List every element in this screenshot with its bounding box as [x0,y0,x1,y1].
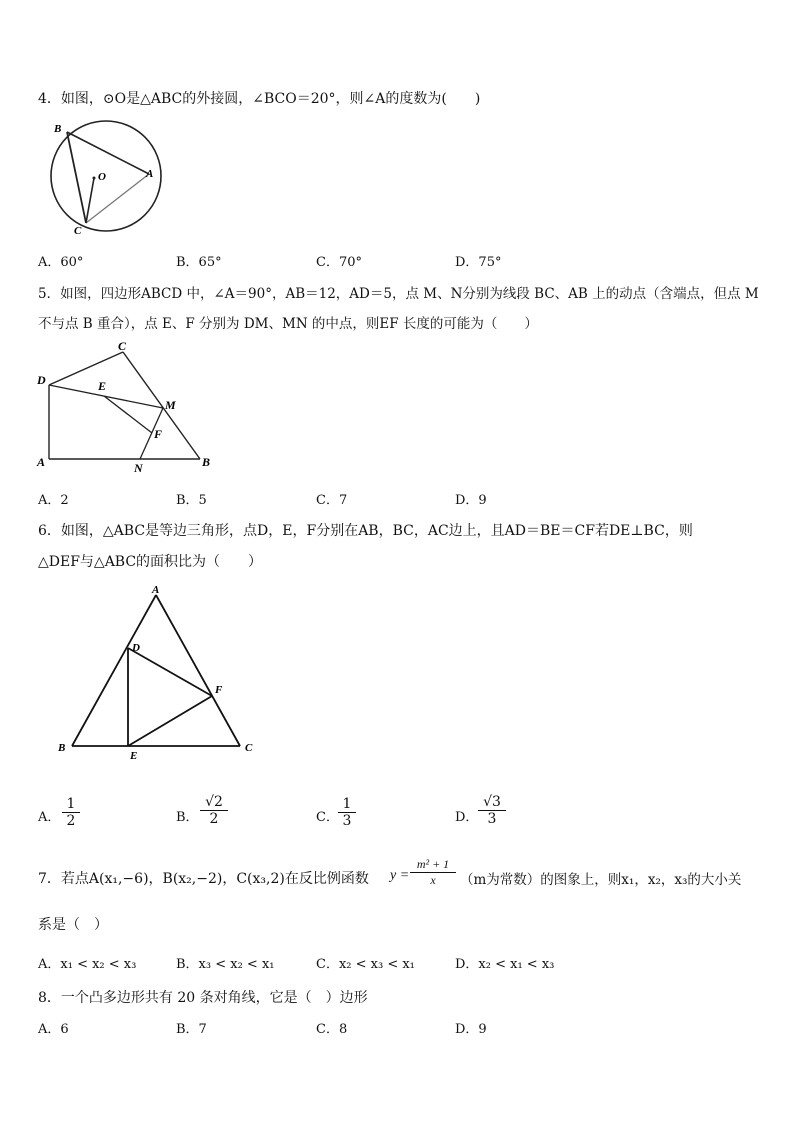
q6-option-d-prefix[interactable]: D． [455,810,479,825]
q7-func-fraction [410,857,456,888]
q5-label-b: B [202,455,211,469]
q5-label-e: E [98,379,107,393]
q6-option-b-num: √2 [200,794,228,811]
q6-option-d-num: √3 [478,794,506,811]
q5-label-c: C [118,339,127,353]
q6-option-c-prefix[interactable]: C． [316,810,339,825]
q7-option-c[interactable]: C．x₂ < x₃ < x₁ [316,957,415,972]
q5-label-m: M [165,398,176,412]
q6-option-a-den: 2 [66,813,76,829]
q6-option-b-prefix[interactable]: B． [176,810,199,825]
q5-quadrilateral-figure [34,336,224,476]
q5-option-c[interactable]: C．7 [316,493,348,508]
q7-func-den: x [430,873,436,887]
q5-label-d: D [37,373,46,387]
q4-option-a[interactable]: A．60° [38,255,84,270]
q6-stem-line2: △DEF与△ABC的面积比为（ ） [38,554,263,570]
q7-option-b[interactable]: B．x₃ < x₂ < x₁ [176,957,275,972]
q6-label-e: E [130,750,138,762]
q8-option-b[interactable]: B．7 [176,1022,207,1037]
q6-option-b-fraction [200,794,228,827]
q6-label-d: D [132,642,140,654]
q4-stem: 4．如图，⊙O是△ABC的外接圆，∠BCO＝20°，则∠A的度数为( ) [38,91,481,107]
q4-label-b: B [54,123,62,135]
q7-option-a[interactable]: A．x₁ < x₂ < x₃ [38,957,137,972]
q6-option-c-den: 3 [342,813,352,829]
q6-triangle-figure [52,580,267,765]
q6-stem-line1: 6．如图，△ABC是等边三角形，点D，E，F分别在AB，BC，AC边上，且AD＝BE＝CF若DE⊥BC，则 [38,523,693,539]
q7-stem-line1-a: 7．若点A(x₁,−6)，B(x₂,−2)，C(x₃,2)在反比例函数 [38,871,369,887]
q6-label-b: B [58,742,66,754]
q8-stem: 8．一个凸多边形共有 20 条对角线，它是（ ）边形 [38,990,368,1006]
q5-label-a: A [37,455,46,469]
q6-label-a: A [152,584,160,596]
q6-option-a-prefix[interactable]: A． [38,810,61,825]
q7-stem-line1-b: （m为常数）的图象上，则x₁，x₂，x₃的大小关 [460,872,742,888]
q4-option-b[interactable]: B．65° [176,255,222,270]
q4-circle-figure [34,118,164,238]
q5-option-b[interactable]: B．5 [176,493,207,508]
q6-option-d-den: 3 [487,811,497,827]
q4-label-c: C [74,225,82,237]
q6-option-a-fraction [62,796,80,829]
q6-option-c-fraction [338,796,356,829]
q8-option-c[interactable]: C．8 [316,1022,348,1037]
q6-option-b-den: 2 [209,811,219,827]
q5-label-n: N [134,461,143,475]
q6-label-f: F [215,684,223,696]
q7-stem-line2: 系是（ ） [38,917,108,933]
q5-stem-line2: 不与点 B 重合），点 E、F 分别为 DM、MN 的中点，则EF 长度的可能为（ ） [38,316,538,332]
q6-option-c-num: 1 [338,796,356,813]
q7-func-lhs: y = [390,868,410,883]
q6-option-a-num: 1 [62,796,80,813]
q5-option-d[interactable]: D．9 [455,493,487,508]
q4-label-o: O [98,171,106,183]
q4-label-a: A [146,168,154,180]
q6-option-d-fraction [478,794,506,827]
q7-func-num: m² + 1 [410,857,456,873]
q8-option-d[interactable]: D．9 [455,1022,487,1037]
q8-option-a[interactable]: A．6 [38,1022,69,1037]
q5-stem-line1: 5．如图，四边形ABCD 中，∠A＝90°，AB＝12，AD＝5，点 M、N分别为线段 BC、AB 上的动点（含端点，但点 M [38,286,759,302]
q4-option-c[interactable]: C．70° [316,255,362,270]
q5-option-a[interactable]: A．2 [38,493,69,508]
q5-label-f: F [154,427,163,441]
q7-option-d[interactable]: D．x₂ < x₁ < x₃ [455,957,555,972]
q4-option-d[interactable]: D．75° [455,255,502,270]
q6-label-c: C [245,742,253,754]
